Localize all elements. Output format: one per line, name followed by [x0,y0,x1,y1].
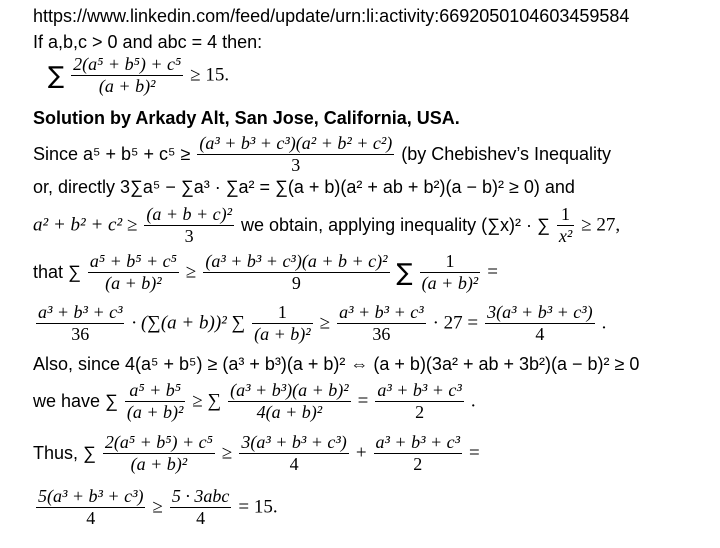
line4-f3-num: 1 [420,251,481,273]
line5-end: . [601,312,607,334]
line8-f1-num: 2(a⁵ + b⁵) + c⁵ [104,432,213,452]
line8-f3-num: a³ + b³ + c³ [375,432,461,452]
line7-fraction-3 [375,380,463,423]
line3-fraction-num: (a + b + c)² [146,204,233,224]
problem-numerator: 2(a⁵ + b⁵) + c⁵ [73,54,182,74]
line4-f3-den: (a + b)² [421,273,479,293]
line5-mid: · (∑(a + b))² ∑ [131,312,246,334]
line8-f3-den: 2 [413,454,423,474]
line8-fraction-1 [103,432,215,475]
line5-fraction-2 [252,302,313,345]
line4-sum-symbol: ∑ [396,258,413,287]
line9-f2-den: 4 [196,508,206,528]
solution-line-3 [33,204,620,247]
line5-f2-den: (a + b)² [254,324,311,344]
solution-line-1 [33,133,611,176]
line3-fraction2-num: 1 [557,204,574,226]
line9-geq: ≥ [152,496,163,518]
problem-rhs: ≥ 15. [190,64,230,86]
line1-fraction [197,133,394,176]
solution-line-6: Also, since 4(a⁵ + b⁵) ≥ (a³ + b³)(a + b)² ⇔ (a + b)(3a² + ab + 3b²)(a − b)² ≥ 0 [33,354,640,374]
line4-fraction-3 [420,251,481,294]
line7-f2-num: (a³ + b³)(a + b)² [230,380,349,400]
line8-lead: Thus, ∑ [33,443,96,463]
line7-f1-den: (a + b)² [126,402,184,422]
line1-fraction-den: 3 [291,155,301,175]
line5-fraction-4 [485,302,594,345]
line4-f1-num: a⁵ + b⁵ + c⁵ [89,251,177,271]
line7-f1-num: a⁵ + b⁵ [125,380,186,402]
line7-f3-num: a³ + b³ + c³ [377,380,462,400]
solution-line-5 [33,302,606,345]
line8-f1-den: (a + b)² [130,454,188,474]
line8-eq: = [469,442,480,464]
line3-fraction-2 [557,204,574,247]
line9-end: = 15. [238,496,278,518]
line5-mul: · 27 = [432,312,479,334]
line4-f2-num: (a³ + b³ + c³)(a + b + c)² [205,251,388,271]
solution-line-2: or, directly 3∑a⁵ − ∑a³ · ∑a² = ∑(a + b)(a² + ab + b²)(a − b)² ≥ 0) and [33,177,575,197]
solution-line-8 [33,432,480,475]
line3-fraction-den: 3 [184,226,194,246]
problem-inequality [48,54,229,97]
line4-fraction-2 [203,251,389,294]
line3-trail: ≥ 27, [581,214,621,236]
line4-f2-den: 9 [291,273,301,293]
line5-fraction-1 [36,302,124,345]
line9-f2-num: 5 · 3abc [171,486,230,506]
line5-f1-num: a³ + b³ + c³ [38,302,123,322]
line5-f1-den: 36 [71,324,90,344]
line5-f3-num: a³ + b³ + c³ [339,302,424,322]
line4-geq: ≥ [185,261,197,283]
line4-eq: = [487,261,498,283]
line8-fraction-3 [374,432,462,475]
line4-fraction-1 [88,251,179,294]
line8-fraction-2 [239,432,348,475]
line5-f3-den: 36 [372,324,391,344]
problem-intro: If a,b,c > 0 and abc = 4 then: [33,32,263,52]
problem-denominator: (a + b)² [98,76,156,96]
line7-mid: ≥ ∑ [192,390,222,412]
line1-lead: Since a⁵ + b⁵ + c⁵ ≥ [33,144,191,164]
line9-f1-num: 5(a³ + b³ + c³) [38,486,144,506]
solution-heading: Solution by Arkady Alt, San Jose, California, USA. [33,108,460,128]
line5-f2-num: 1 [252,302,313,324]
line8-f2-den: 4 [289,454,299,474]
line5-f4-num: 3(a³ + b³ + c³) [487,302,593,322]
source-url[interactable]: https://www.linkedin.com/feed/update/urn:li:activity:6692050104603459584 [33,6,630,26]
line8-plus: + [355,442,367,464]
solution-line-7 [33,380,476,423]
line3-lead: a² + b² + c² ≥ [33,214,138,236]
line9-fraction-1 [36,486,145,529]
line4-f1-den: (a + b)² [105,273,162,293]
problem-fraction [71,54,183,97]
line7-fraction-1 [125,380,186,423]
line3-mid: we obtain, applying inequality (∑x)² · ∑ [241,215,550,235]
line5-f4-den: 4 [535,324,545,344]
line9-fraction-2 [170,486,232,529]
line7-eq: = [357,390,369,412]
line3-fraction2-den: x² [558,226,573,246]
line4-lead: that ∑ [33,262,81,282]
line8-geq: ≥ [221,442,233,464]
line7-end: . [470,390,476,412]
line7-f2-den: 4(a + b)² [256,402,323,422]
line3-fraction [144,204,234,247]
sum-symbol: ∑ [48,61,65,90]
solution-line-4 [33,251,498,294]
line1-fraction-num: (a³ + b³ + c³)(a² + b² + c²) [199,133,393,153]
line7-lead: we have ∑ [33,391,118,411]
solution-line-9 [33,486,278,529]
line7-f3-den: 2 [415,402,425,422]
line1-trail: (by Chebishev’s Inequality [401,144,612,164]
line7-fraction-2 [228,380,350,423]
line5-geq: ≥ [319,312,331,334]
line5-fraction-3 [337,302,425,345]
line9-f1-den: 4 [86,508,96,528]
line8-f2-num: 3(a³ + b³ + c³) [241,432,347,452]
